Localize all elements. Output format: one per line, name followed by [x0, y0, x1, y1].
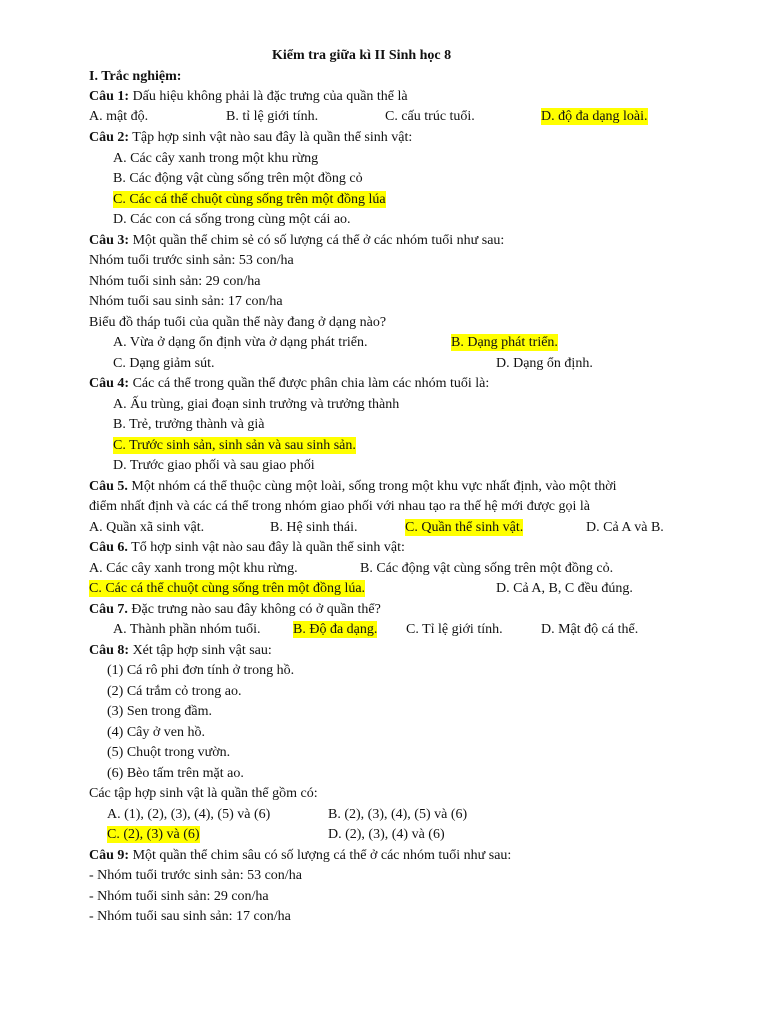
q1-option-c: C. cấu trúc tuổi.: [385, 109, 475, 124]
question-7: Câu 7. Đặc trưng nào sau đây không có ở quần thể?: [89, 602, 381, 617]
question-2: Câu 2: Tập hợp sinh vật nào sau đây là quần thể sinh vật:: [89, 130, 413, 145]
question-9: Câu 9: Một quần thể chim sâu có số lượng cá thể ở các nhóm tuổi như sau:: [89, 848, 512, 863]
question-5: Câu 5. Một nhóm cá thể thuộc cùng một loài, sống trong một khu vực nhất định, vào một thời: [89, 479, 617, 494]
q4-option-b: B. Trẻ, trưởng thành và già: [113, 417, 265, 432]
q3-option-d: D. Dạng ổn định.: [496, 356, 593, 371]
q8-item-6: (6) Bèo tấm trên mặt ao.: [107, 766, 244, 781]
q8-option-c-answer: C. (2), (3) và (6): [107, 827, 200, 842]
q4-option-a: A. Ấu trùng, giai đoạn sinh trưởng và trưởng thành: [113, 397, 400, 412]
q7-option-d: D. Mật độ cá thể.: [541, 622, 639, 637]
q5-option-b: B. Hệ sinh thái.: [270, 520, 358, 535]
q5-option-d: D. Cả A và B.: [586, 520, 664, 535]
q8-item-4: (4) Cây ở ven hồ.: [107, 725, 205, 740]
q8-item-2: (2) Cá trắm cỏ trong ao.: [107, 684, 242, 699]
q3-line-3: Nhóm tuổi sau sinh sản: 17 con/ha: [89, 294, 283, 309]
q8-item-1: (1) Cá rô phi đơn tính ở trong hồ.: [107, 663, 295, 678]
q6-option-b: B. Các động vật cùng sống trên một đồng cỏ.: [360, 561, 614, 576]
q3-line-2: Nhóm tuổi sinh sản: 29 con/ha: [89, 274, 261, 289]
q3-ask: Biểu đồ tháp tuổi của quần thể này đang ở dạng nào?: [89, 315, 387, 330]
q2-option-b: B. Các động vật cùng sống trên một đồng cỏ: [113, 171, 363, 186]
question-6: Câu 6. Tổ hợp sinh vật nào sau đây là quần thể sinh vật:: [89, 540, 405, 555]
question-4: Câu 4: Các cá thể trong quần thể được phân chia làm các nhóm tuổi là:: [89, 376, 490, 391]
q2-option-d: D. Các con cá sống trong cùng một cái ao.: [113, 212, 351, 227]
q7-option-a: A. Thành phần nhóm tuổi.: [113, 622, 261, 637]
q2-option-a: A. Các cây xanh trong một khu rừng: [113, 151, 319, 166]
q4-option-d: D. Trước giao phối và sau giao phối: [113, 458, 315, 473]
question-8: Câu 8: Xét tập hợp sinh vật sau:: [89, 643, 272, 658]
q1-option-b: B. tỉ lệ giới tính.: [226, 109, 319, 124]
q3-option-a: A. Vừa ở dạng ổn định vừa ở dạng phát triển.: [113, 335, 368, 350]
q1-option-a: A. mật độ.: [89, 109, 149, 124]
q6-option-d: D. Cả A, B, C đều đúng.: [496, 581, 633, 596]
q8-item-3: (3) Sen trong đầm.: [107, 704, 212, 719]
q6-option-a: A. Các cây xanh trong một khu rừng.: [89, 561, 298, 576]
page-title: Kiểm tra giữa kì II Sinh học 8: [272, 48, 452, 63]
q8-item-5: (5) Chuột trong vườn.: [107, 745, 231, 760]
q1-option-d-answer: D. độ đa dạng loài.: [541, 109, 648, 124]
q8-option-d: D. (2), (3), (4) và (6): [328, 827, 445, 842]
question-5-cont: điểm nhất định và các cá thể trong nhóm giao phối với nhau tạo ra thế hệ mới được gọi là: [89, 499, 590, 514]
q2-option-c-answer: C. Các cá thể chuột cùng sống trên một đồng lúa: [113, 192, 386, 207]
q6-option-c-answer: C. Các cá thể chuột cùng sống trên một đồng lúa.: [89, 581, 366, 596]
q9-line-1: - Nhóm tuổi trước sinh sản: 53 con/ha: [89, 868, 302, 883]
q5-option-c-answer: C. Quần thể sinh vật.: [405, 520, 524, 535]
question-3: Câu 3: Một quần thể chim sẻ có số lượng cá thể ở các nhóm tuổi như sau:: [89, 233, 505, 248]
q3-option-b-answer: B. Dạng phát triển.: [451, 335, 558, 350]
q3-option-c: C. Dạng giảm sút.: [113, 356, 215, 371]
q8-ask: Các tập hợp sinh vật là quần thể gồm có:: [89, 786, 318, 801]
q9-line-2: - Nhóm tuổi sinh sản: 29 con/ha: [89, 889, 269, 904]
q7-option-b-answer: B. Độ đa dạng.: [293, 622, 378, 637]
q9-line-3: - Nhóm tuổi sau sinh sản: 17 con/ha: [89, 909, 291, 924]
section-heading: I. Trắc nghiệm:: [89, 69, 182, 84]
q3-line-1: Nhóm tuổi trước sinh sản: 53 con/ha: [89, 253, 294, 268]
question-1: Câu 1: Dấu hiệu không phải là đặc trưng của quần thể là: [89, 89, 408, 104]
q7-option-c: C. Tỉ lệ giới tính.: [406, 622, 503, 637]
q4-option-c-answer: C. Trước sinh sản, sinh sản và sau sinh sản.: [113, 438, 356, 453]
q5-option-a: A. Quần xã sinh vật.: [89, 520, 205, 535]
q8-option-a: A. (1), (2), (3), (4), (5) và (6): [107, 807, 271, 822]
q8-option-b: B. (2), (3), (4), (5) và (6): [328, 807, 468, 822]
